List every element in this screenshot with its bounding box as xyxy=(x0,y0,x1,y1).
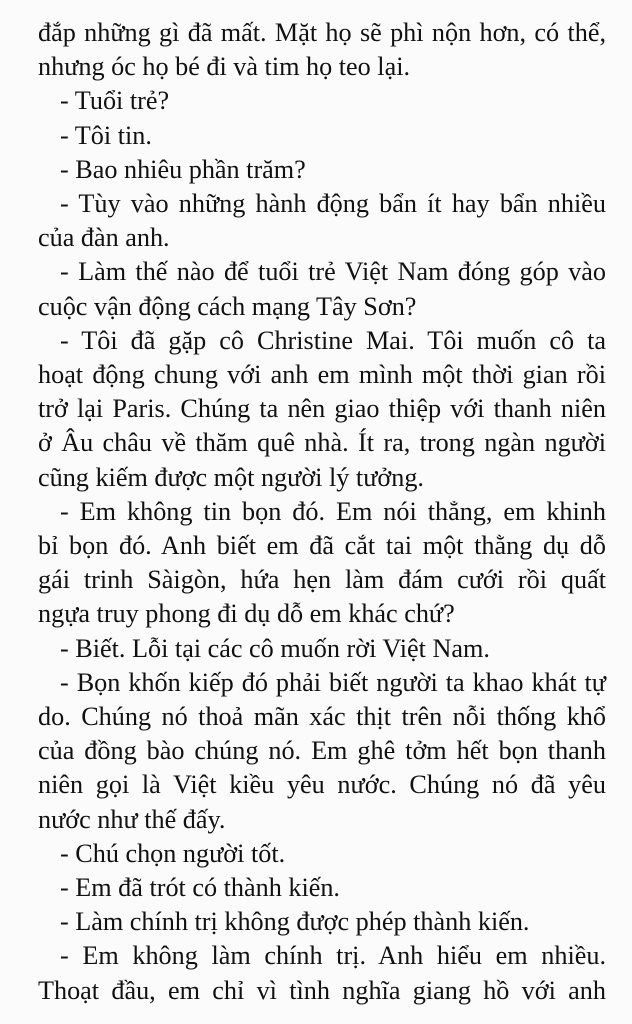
paragraph-6 xyxy=(38,324,606,495)
text-line: - Bọn khốn kiếp đó phải biết người ta khao khát tự xyxy=(60,667,606,697)
paragraph-4 xyxy=(38,187,606,255)
text-line: ngựa truy phong đi dụ dỗ em khác chứ? xyxy=(38,599,455,629)
text-line: cũng kiếm được một người lý tưởng. xyxy=(38,462,424,492)
paragraph-9 xyxy=(38,666,606,837)
paragraph-13 xyxy=(38,939,606,1007)
text-line: - Tôi tin. xyxy=(60,120,152,150)
text-line: ở Âu châu về thăm quê nhà. Ít ra, trong ngàn người xyxy=(38,428,606,458)
paragraph-7 xyxy=(38,495,606,632)
text-line: hoạt động chung với anh em mình một thời gian rồi xyxy=(38,360,606,390)
text-line: - Chú chọn người tốt. xyxy=(60,838,286,868)
text-line: - Em đã trót có thành kiến. xyxy=(60,873,340,903)
text-line: trở lại Paris. Chúng ta nên giao thiệp với thanh niên xyxy=(38,394,606,424)
text-line: - Em không làm chính trị. Anh hiểu em nhiều. xyxy=(60,941,606,971)
text-line: niên gọi là Việt kiều yêu nước. Chúng nó đã yêu xyxy=(38,770,606,800)
paragraph-8 xyxy=(38,632,606,666)
paragraph-5 xyxy=(38,255,606,323)
paragraph-0 xyxy=(38,16,606,84)
text-line: của đồng bào chúng nó. Em ghê tởm hết bọn thanh xyxy=(38,736,606,766)
text-line: - Làm thế nào để tuổi trẻ Việt Nam đóng góp vào xyxy=(60,257,606,287)
text-line: - Tuổi trẻ? xyxy=(60,86,170,116)
paragraph-10 xyxy=(38,837,606,871)
text-line: cuộc vận động cách mạng Tây Sơn? xyxy=(38,291,417,321)
text-line: nước như thế đấy. xyxy=(38,804,226,834)
text-line: - Tùy vào những hành động bẩn ít hay bẩn nhiều xyxy=(60,189,606,219)
paragraph-2 xyxy=(38,119,606,153)
paragraph-12 xyxy=(38,905,606,939)
paragraph-1 xyxy=(38,84,606,118)
text-line: gái trinh Sàigòn, hứa hẹn làm đám cưới rồi quất xyxy=(38,565,606,595)
text-line: - Em không tin bọn đó. Em nói thẳng, em khinh xyxy=(60,496,606,526)
text-line: - Tôi đã gặp cô Christine Mai. Tôi muốn cô ta xyxy=(60,325,606,355)
paragraph-3 xyxy=(38,153,606,187)
text-line: bỉ bọn đó. Anh biết em đã cắt tai một thằng dụ dỗ xyxy=(38,531,606,561)
text-line: do. Chúng nó thoả mãn xác thịt trên nỗi thống khổ xyxy=(38,702,606,732)
text-line: - Làm chính trị không được phép thành kiến. xyxy=(60,907,530,937)
text-line: nhưng óc họ bé đi và tim họ teo lại. xyxy=(38,52,411,82)
text-line: của đàn anh. xyxy=(38,223,170,253)
paragraph-11 xyxy=(38,871,606,905)
text-line: Thoạt đầu, em chỉ vì tình nghĩa giang hồ với anh xyxy=(38,975,606,1005)
text-line: - Biết. Lỗi tại các cô muốn rời Việt Nam. xyxy=(60,633,490,663)
text-line: đắp những gì đã mất. Mặt họ sẽ phì nộn hơn, có thể, xyxy=(38,18,606,47)
text-line: - Bao nhiêu phần trăm? xyxy=(60,154,306,184)
